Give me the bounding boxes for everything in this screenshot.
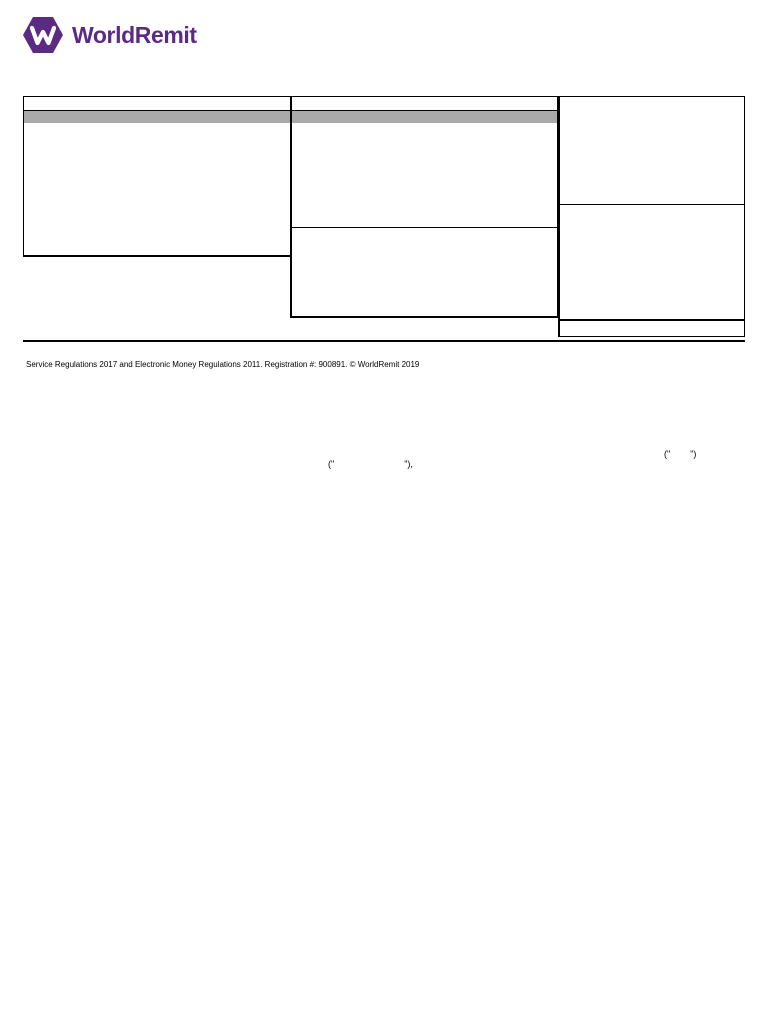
middle-column-divider <box>292 227 557 228</box>
worldremit-logo-icon <box>22 16 64 54</box>
column-header-bar-left <box>24 110 290 123</box>
fee-column-middle <box>290 96 558 318</box>
quote-fragment-b: (" "), <box>328 459 413 469</box>
right-column-divider-upper <box>560 204 744 205</box>
right-column-divider-lower <box>560 319 744 321</box>
brand-logo <box>22 16 197 54</box>
quote-fragment-a: (" ") <box>664 449 697 459</box>
section-rule <box>23 340 745 342</box>
brand-name: WorldRemit <box>72 22 197 48</box>
regulation-footer-text: Service Regulations 2017 and Electronic Money Regulations 2011. Registration #: 900891. © WorldRemit 2019 <box>26 360 420 369</box>
column-header-bar-middle <box>292 110 557 123</box>
fee-column-right <box>558 96 745 337</box>
